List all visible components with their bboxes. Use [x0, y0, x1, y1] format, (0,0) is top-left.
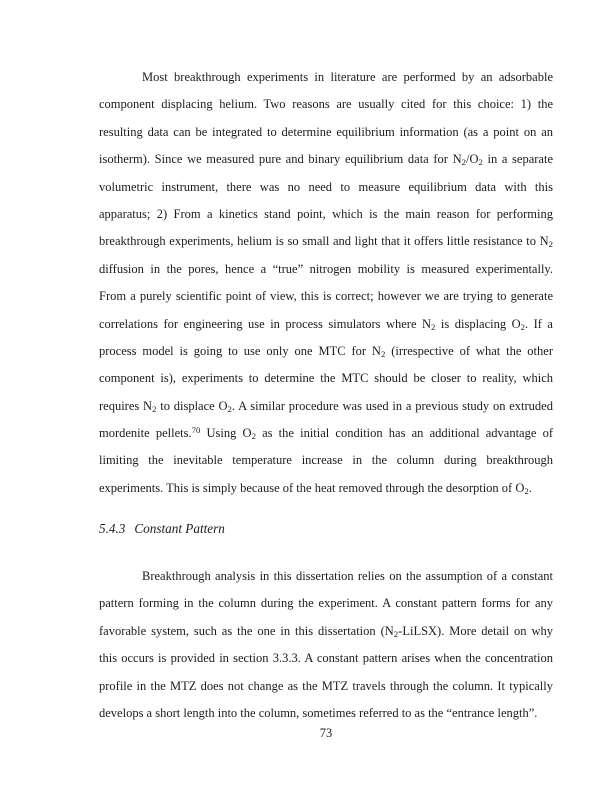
text-line: experiments. This is simply because of the heat removed through the desorption of $O_2$. [99, 480, 532, 497]
text-line: limiting the inevitable temperature increase in the column during breakthrough [99, 453, 553, 468]
text-line: component displacing helium. Two reasons are usually cited for this choice: 1) the [99, 97, 553, 112]
text-line: correlations for engineering use in process simulators where $N_2$ is displacing $O_2$. If a [99, 316, 553, 332]
text-line: component is), experiments to determine the MTC should be closer to reality, which [99, 371, 553, 386]
text-line: Most breakthrough experiments in literature are performed by an adsorbable [142, 70, 553, 84]
text-line: requires $N_2$ to displace $O_2$. A similar procedure was used in a previous study on extruded [99, 398, 553, 414]
text-line: volumetric instrument, there was no need to measure equilibrium data with this [99, 179, 553, 194]
text-line: profile in the MTZ does not change as the MTZ travels through the column. It typically [99, 678, 553, 693]
text-line: favorable system, such as the one in this dissertation $(N_2-LiLSX)$. More detail on why [99, 623, 553, 639]
text-line: apparatus; 2) From a kinetics stand point, which is the main reason for performing [99, 206, 553, 221]
section-heading-title: Constant Pattern [134, 521, 225, 536]
text-line: this occurs is provided in section 3.3.3. A constant pattern arises when the concentration [99, 651, 553, 666]
text-line: resulting data can be integrated to determine equilibrium information (as a point on an [99, 124, 553, 139]
text-line: mordenite pellets.$^{70}$ Using $O_2$ as the initial condition has an additional advantage of [99, 425, 553, 442]
page-number: 73 [319, 726, 333, 740]
section-heading [99, 515, 553, 542]
text-line: pattern forming in the column during the experiment. A constant pattern forms for any [99, 596, 553, 611]
text-line: breakthrough experiments, helium is so small and light that it offers little resistance to $N_2$ [99, 234, 553, 250]
text-line: From a purely scientific point of view, this is correct; however we are trying to generate [99, 289, 553, 304]
text-line: isotherm). Since we measured pure and binary equilibrium data for $N_2/O_2$ in a separate [99, 152, 553, 168]
paragraph-1 [99, 64, 553, 502]
section-heading-number: 5.4.3 [99, 521, 126, 536]
text-line: develops a short length into the column, sometimes referred to as the “entrance length”. [99, 705, 538, 720]
text-line: process model is going to use only one MTC for $N_2$ (irrespective of what the other [99, 343, 553, 360]
paragraph-2 [99, 563, 553, 727]
text-line: diffusion in the pores, hence a “true” nitrogen mobility is measured experimentally. [99, 261, 553, 276]
text-line: Breakthrough analysis in this dissertation relies on the assumption of a constant [142, 569, 553, 583]
